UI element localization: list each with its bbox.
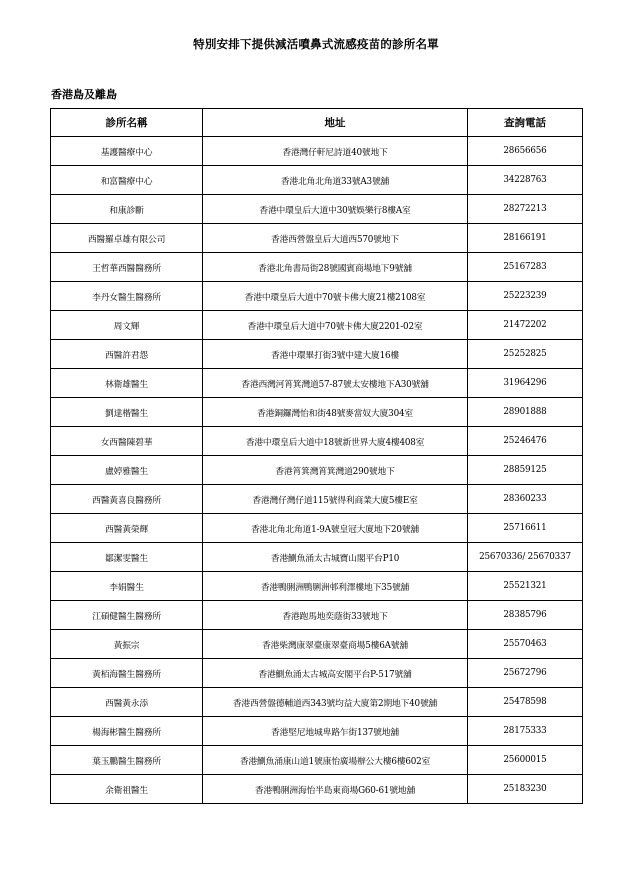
clinic-phone-cell: 25670336/ 25670337	[468, 543, 583, 572]
clinic-name-cell: 西醫黃榮輝	[51, 514, 203, 543]
clinic-name-cell: 林衛雄醫生	[51, 369, 203, 398]
table-row	[51, 340, 583, 369]
clinic-name-cell: 鄒潔雯醫生	[51, 543, 203, 572]
clinic-name-cell: 盧婷雅醫生	[51, 456, 203, 485]
clinic-phone-cell: 28656656	[468, 137, 583, 166]
clinic-phone-cell: 28360233	[468, 485, 583, 514]
clinic-address-cell: 香港鰂魚涌太古城高安閣平台P-517號舖	[203, 659, 468, 688]
clinic-phone-cell: 25716611	[468, 514, 583, 543]
clinic-name-cell: 李丹女醫生醫務所	[51, 282, 203, 311]
table-row	[51, 485, 583, 514]
table-row	[51, 369, 583, 398]
clinic-phone-cell: 28385796	[468, 601, 583, 630]
clinic-phone-cell: 31964296	[468, 369, 583, 398]
clinic-address-cell: 香港鴨脷洲海怡半島東商場G60-61號地舖	[203, 775, 468, 804]
column-header-address: 地址	[203, 109, 468, 137]
table-row	[51, 137, 583, 166]
column-header-phone: 查詢電話	[468, 109, 583, 137]
table-row	[51, 572, 583, 601]
clinic-phone-cell: 25223239	[468, 282, 583, 311]
clinic-phone-cell: 28272213	[468, 195, 583, 224]
clinic-name-cell: 和富醫療中心	[51, 166, 203, 195]
clinic-name-cell: 余衛祖醫生	[51, 775, 203, 804]
clinic-phone-cell: 25600015	[468, 746, 583, 775]
clinic-name-cell: 王哲華西醫醫務所	[51, 253, 203, 282]
clinic-name-cell: 西醫黃永添	[51, 688, 203, 717]
clinic-address-cell: 香港中環皇后大道中30號娛樂行8樓A室	[203, 195, 468, 224]
table-row	[51, 282, 583, 311]
clinic-phone-cell: 25478598	[468, 688, 583, 717]
table-row	[51, 311, 583, 340]
section-heading: 香港島及離島	[51, 88, 117, 101]
clinic-address-cell: 香港西營盤德輔道西343號均益大廈第2期地下40號舖	[203, 688, 468, 717]
clinic-address-cell: 香港中環皇后大道中18號新世界大廈4樓408室	[203, 427, 468, 456]
clinic-phone-cell: 25246476	[468, 427, 583, 456]
table-header	[51, 109, 583, 137]
table-row	[51, 630, 583, 659]
table-row	[51, 427, 583, 456]
clinic-address-cell: 香港鴨脷洲鴨脷洲邨利澤樓地下35號舖	[203, 572, 468, 601]
table-header-row	[51, 109, 583, 137]
column-header-name: 診所名稱	[51, 109, 203, 137]
table-row	[51, 398, 583, 427]
clinic-address-cell: 香港灣仔灣仔道115號得利商業大廈5樓E室	[203, 485, 468, 514]
clinic-address-cell: 香港北角北角道1-9A號皇冠大廈地下20號舖	[203, 514, 468, 543]
clinic-address-cell: 香港中環皇后大道中70號卡佛大廈21樓2108室	[203, 282, 468, 311]
table-row	[51, 717, 583, 746]
clinic-address-cell: 香港中環畢打街3號中建大廈16樓	[203, 340, 468, 369]
clinic-phone-cell: 34228763	[468, 166, 583, 195]
clinic-address-cell: 香港柴灣康翠臺康翠臺商場5樓6A號舖	[203, 630, 468, 659]
clinic-phone-cell: 25521321	[468, 572, 583, 601]
clinic-name-cell: 劉達楷醫生	[51, 398, 203, 427]
table-row	[51, 195, 583, 224]
clinic-phone-cell: 25252825	[468, 340, 583, 369]
clinic-phone-cell: 28901888	[468, 398, 583, 427]
clinic-address-cell: 香港西灣河筲箕灣道57-87號太安樓地下A30號舖	[203, 369, 468, 398]
clinic-address-cell: 香港跑馬地奕蔭街33號地下	[203, 601, 468, 630]
clinic-name-cell: 西醫黃喜良醫務所	[51, 485, 203, 514]
clinic-address-cell: 香港北角書局街28號國賓商場地下9號舖	[203, 253, 468, 282]
clinic-phone-cell: 28175333	[468, 717, 583, 746]
table-row	[51, 253, 583, 282]
clinic-address-cell: 香港鰂魚涌太古城寶山閣平台P10	[203, 543, 468, 572]
clinic-name-cell: 江碩健醫生醫務所	[51, 601, 203, 630]
clinic-address-cell: 香港灣仔軒尼詩道40號地下	[203, 137, 468, 166]
clinic-name-cell: 女西醫陳碧華	[51, 427, 203, 456]
clinic-table	[50, 108, 583, 804]
clinic-address-cell: 香港中環皇后大道中70號卡佛大廈2201-02室	[203, 311, 468, 340]
table-row	[51, 224, 583, 253]
clinic-phone-cell: 25183230	[468, 775, 583, 804]
clinic-name-cell: 西醫許君怨	[51, 340, 203, 369]
clinic-name-cell: 西醫羅卓雄有限公司	[51, 224, 203, 253]
table-row	[51, 514, 583, 543]
table-row	[51, 543, 583, 572]
clinic-address-cell: 香港北角北角道33號A3號舖	[203, 166, 468, 195]
table-row	[51, 601, 583, 630]
clinic-address-cell: 香港筲箕灣筲箕灣道290號地下	[203, 456, 468, 485]
table-body	[51, 137, 583, 804]
clinic-address-cell: 香港堅尼地城卑路乍街137號地舖	[203, 717, 468, 746]
clinic-phone-cell: 25167283	[468, 253, 583, 282]
clinic-phone-cell: 25672796	[468, 659, 583, 688]
clinic-address-cell: 香港鰂魚涌康山道1號康怡廣場辦公大樓6樓602室	[203, 746, 468, 775]
clinic-name-cell: 基護醫療中心	[51, 137, 203, 166]
clinic-name-cell: 葉玉鵬醫生醫務所	[51, 746, 203, 775]
clinic-phone-cell: 28166191	[468, 224, 583, 253]
clinic-name-cell: 黃振宗	[51, 630, 203, 659]
clinic-address-cell: 香港西營盤皇后大道西570號地下	[203, 224, 468, 253]
clinic-name-cell: 和康診斷	[51, 195, 203, 224]
table-row	[51, 688, 583, 717]
clinic-phone-cell: 28859125	[468, 456, 583, 485]
clinic-name-cell: 黃栢海醫生醫務所	[51, 659, 203, 688]
clinic-name-cell: 楊海彬醫生醫務所	[51, 717, 203, 746]
table-row	[51, 775, 583, 804]
clinic-address-cell: 香港銅鑼灣怡和街48號麥當奴大廈304室	[203, 398, 468, 427]
clinic-name-cell: 李娟醫生	[51, 572, 203, 601]
table-row	[51, 166, 583, 195]
clinic-phone-cell: 25570463	[468, 630, 583, 659]
clinic-phone-cell: 21472202	[468, 311, 583, 340]
table-row	[51, 456, 583, 485]
page-title: 特別安排下提供減活噴鼻式流感疫苗的診所名單	[193, 37, 439, 51]
clinic-name-cell: 周文輝	[51, 311, 203, 340]
table-row	[51, 659, 583, 688]
table-row	[51, 746, 583, 775]
